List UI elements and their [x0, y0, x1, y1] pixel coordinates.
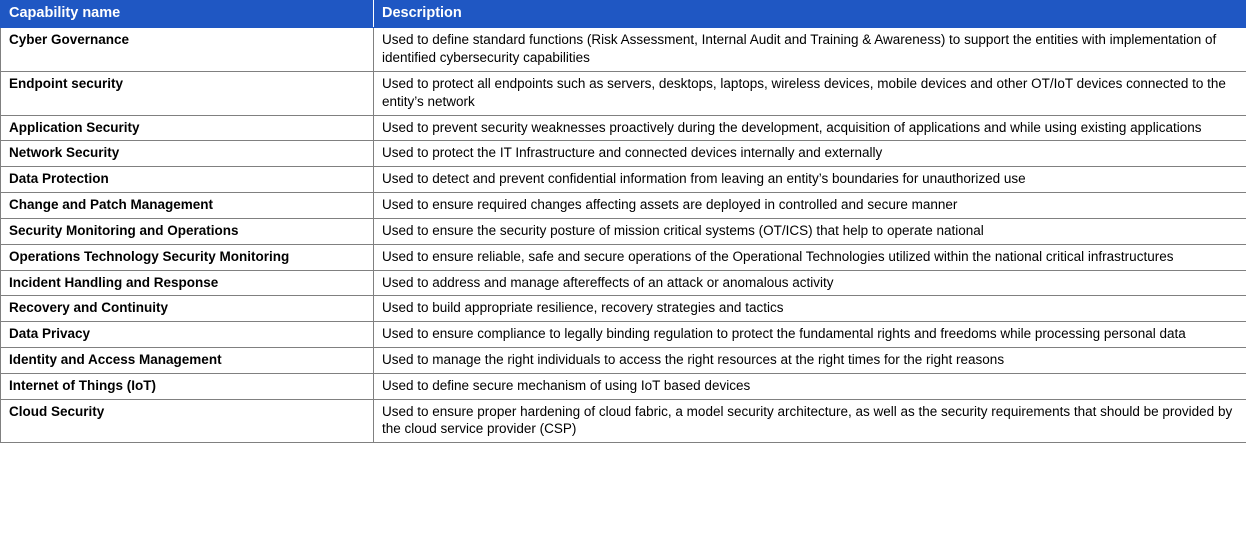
capability-description-cell: Used to prevent security weaknesses proactively during the development, acquisition of applications and while using existing applications: [374, 115, 1246, 141]
table-row: [1, 296, 1246, 322]
capability-description-cell: Used to ensure compliance to legally binding regulation to protect the fundamental rights and freedoms while processing personal data: [374, 322, 1246, 348]
capability-description-cell: Used to ensure reliable, safe and secure operations of the Operational Technologies utilized within the national critical infrastructures: [374, 244, 1246, 270]
table-body: [1, 28, 1246, 443]
table-row: [1, 399, 1246, 443]
capability-description-cell: Used to protect all endpoints such as servers, desktops, laptops, wireless devices, mobile devices and other OT/IoT devices connected to the entity’s network: [374, 72, 1246, 116]
capability-name-cell: Operations Technology Security Monitoring: [1, 244, 374, 270]
capability-name-cell: Cyber Governance: [1, 28, 374, 72]
table-row: [1, 244, 1246, 270]
capability-name-cell: Internet of Things (IoT): [1, 373, 374, 399]
capability-name-cell: Cloud Security: [1, 399, 374, 443]
capability-description-cell: Used to detect and prevent confidential information from leaving an entity’s boundaries for unauthorized use: [374, 167, 1246, 193]
capability-description-cell: Used to ensure proper hardening of cloud fabric, a model security architecture, as well as the security requirements that should be provided by the cloud service provider (CSP): [374, 399, 1246, 443]
table-row: [1, 322, 1246, 348]
table-row: [1, 72, 1246, 116]
table-row: [1, 218, 1246, 244]
capability-name-cell: Change and Patch Management: [1, 193, 374, 219]
column-header-description: Description: [374, 1, 1246, 28]
capability-name-cell: Endpoint security: [1, 72, 374, 116]
column-header-capability-name: Capability name: [1, 1, 374, 28]
table-row: [1, 167, 1246, 193]
capability-name-cell: Identity and Access Management: [1, 347, 374, 373]
table-header: [1, 1, 1246, 28]
table-header-row: [1, 1, 1246, 28]
capability-description-cell: Used to define secure mechanism of using IoT based devices: [374, 373, 1246, 399]
capability-description-cell: Used to build appropriate resilience, recovery strategies and tactics: [374, 296, 1246, 322]
capability-description-cell: Used to define standard functions (Risk Assessment, Internal Audit and Training & Awareness) to support the entities with implementation of identified cybersecurity capabilities: [374, 28, 1246, 72]
table-row: [1, 193, 1246, 219]
capability-name-cell: Incident Handling and Response: [1, 270, 374, 296]
capability-name-cell: Data Privacy: [1, 322, 374, 348]
table-row: [1, 270, 1246, 296]
capability-name-cell: Network Security: [1, 141, 374, 167]
capability-name-cell: Application Security: [1, 115, 374, 141]
table-row: [1, 115, 1246, 141]
table-row: [1, 373, 1246, 399]
capability-description-cell: Used to ensure the security posture of mission critical systems (OT/ICS) that help to operate national: [374, 218, 1246, 244]
table-row: [1, 141, 1246, 167]
capability-name-cell: Recovery and Continuity: [1, 296, 374, 322]
capability-description-cell: Used to ensure required changes affecting assets are deployed in controlled and secure manner: [374, 193, 1246, 219]
capability-name-cell: Data Protection: [1, 167, 374, 193]
capability-description-cell: Used to protect the IT Infrastructure and connected devices internally and externally: [374, 141, 1246, 167]
capability-description-cell: Used to address and manage aftereffects of an attack or anomalous activity: [374, 270, 1246, 296]
capability-description-cell: Used to manage the right individuals to access the right resources at the right times for the right reasons: [374, 347, 1246, 373]
table-row: [1, 28, 1246, 72]
capability-name-cell: Security Monitoring and Operations: [1, 218, 374, 244]
table-row: [1, 347, 1246, 373]
